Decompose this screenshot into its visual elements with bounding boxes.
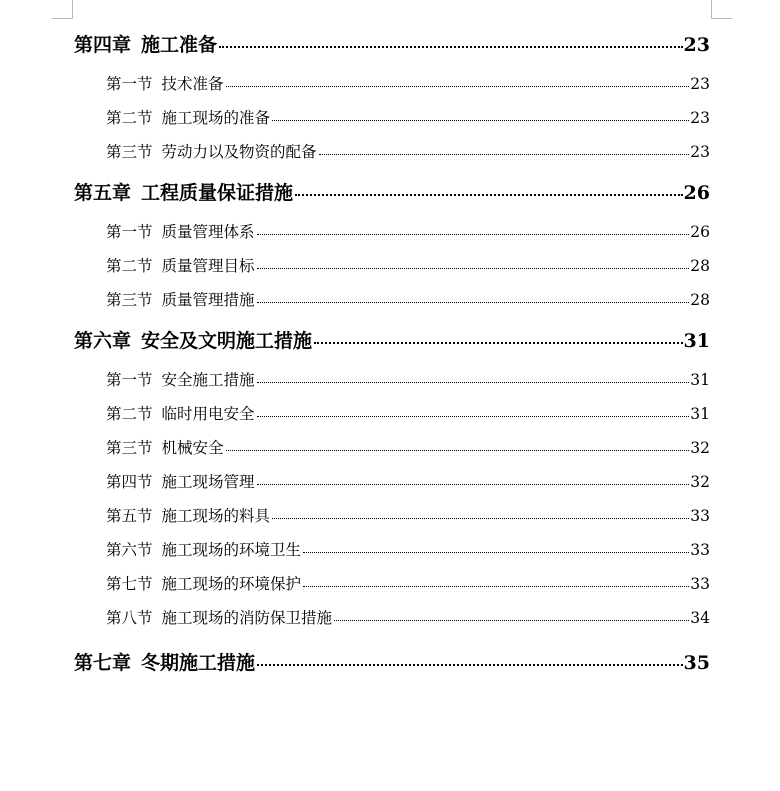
toc-page-number: 26 xyxy=(690,223,710,241)
toc-section-number: 第一节 xyxy=(106,223,153,241)
toc-page-number: 23 xyxy=(690,75,710,93)
toc-section-title: 施工现场的准备 xyxy=(161,109,271,127)
toc-page-number: 31 xyxy=(690,405,710,423)
toc-page-number: 23 xyxy=(683,34,710,56)
toc-section-entry[interactable] xyxy=(106,436,710,458)
dot-leader xyxy=(257,664,683,666)
toc-chapter-number: 第四章 xyxy=(74,34,132,56)
toc-page-number: 28 xyxy=(690,257,710,275)
toc-chapter-entry[interactable] xyxy=(74,326,710,352)
toc-page-number: 28 xyxy=(690,291,710,309)
toc-chapter-title: 安全及文明施工措施 xyxy=(141,330,313,352)
toc-section-number: 第一节 xyxy=(106,371,153,389)
toc-section-number: 第二节 xyxy=(106,257,153,275)
toc-section-number: 第二节 xyxy=(106,405,153,423)
toc-section-entry[interactable] xyxy=(106,470,710,492)
toc-page-number: 33 xyxy=(690,507,710,525)
toc-section-number: 第三节 xyxy=(106,291,153,309)
toc-section-entry[interactable] xyxy=(106,368,710,390)
dot-leader xyxy=(257,416,690,417)
toc-section-number: 第八节 xyxy=(106,609,153,627)
toc-section-title: 安全施工措施 xyxy=(161,371,255,389)
toc-section-entry[interactable] xyxy=(106,572,710,594)
toc-page-number: 34 xyxy=(690,609,710,627)
toc-section-number: 第四节 xyxy=(106,473,153,491)
toc-section-title: 机械安全 xyxy=(161,439,224,457)
toc-chapter-title: 冬期施工措施 xyxy=(141,652,256,674)
toc-chapter-title: 施工准备 xyxy=(141,34,218,56)
toc-chapter-title: 工程质量保证措施 xyxy=(141,182,294,204)
toc-page-number: 32 xyxy=(690,473,710,491)
toc-section-entry[interactable] xyxy=(106,538,710,560)
dot-leader xyxy=(257,234,690,235)
toc-section-entry[interactable] xyxy=(106,606,710,628)
toc-section-title: 质量管理体系 xyxy=(161,223,255,241)
dot-leader xyxy=(219,46,683,48)
toc-section-entry[interactable] xyxy=(106,402,710,424)
toc-page-number: 26 xyxy=(683,182,710,204)
toc-section-entry[interactable] xyxy=(106,220,710,242)
toc-section-title: 技术准备 xyxy=(161,75,224,93)
toc-section-entry[interactable] xyxy=(106,140,710,162)
dot-leader xyxy=(257,302,690,303)
dot-leader xyxy=(303,552,689,553)
dot-leader xyxy=(314,342,683,344)
toc-chapter-entry[interactable] xyxy=(74,178,710,204)
toc-page-number: 32 xyxy=(690,439,710,457)
dot-leader xyxy=(257,268,690,269)
toc-section-title: 施工现场管理 xyxy=(161,473,255,491)
toc-section-title: 质量管理目标 xyxy=(161,257,255,275)
toc-page-number: 31 xyxy=(683,330,710,352)
toc-page-number: 33 xyxy=(690,575,710,593)
toc-section-entry[interactable] xyxy=(106,288,710,310)
toc-section-number: 第七节 xyxy=(106,575,153,593)
toc-chapter-entry[interactable] xyxy=(74,648,710,674)
toc-page-number: 23 xyxy=(690,109,710,127)
dot-leader xyxy=(303,586,689,587)
toc-page-number: 31 xyxy=(690,371,710,389)
dot-leader xyxy=(272,120,689,121)
toc-section-number: 第五节 xyxy=(106,507,153,525)
dot-leader xyxy=(272,518,689,519)
toc-section-number: 第六节 xyxy=(106,541,153,559)
toc-section-title: 施工现场的消防保卫措施 xyxy=(161,609,333,627)
toc-section-title: 临时用电安全 xyxy=(161,405,255,423)
toc-chapter-entry[interactable] xyxy=(74,30,710,56)
dot-leader xyxy=(257,382,690,383)
dot-leader xyxy=(295,194,683,196)
dot-leader xyxy=(319,154,690,155)
toc-section-title: 施工现场的环境卫生 xyxy=(161,541,302,559)
toc-section-number: 第二节 xyxy=(106,109,153,127)
toc-chapter-number: 第七章 xyxy=(74,652,132,674)
dot-leader xyxy=(226,450,690,451)
toc-section-number: 第三节 xyxy=(106,439,153,457)
toc-section-number: 第一节 xyxy=(106,75,153,93)
toc-chapter-number: 第五章 xyxy=(74,182,132,204)
dot-leader xyxy=(334,620,689,621)
toc-section-entry[interactable] xyxy=(106,504,710,526)
toc-page-number: 23 xyxy=(690,143,710,161)
dot-leader xyxy=(226,86,690,87)
toc-section-title: 质量管理措施 xyxy=(161,291,255,309)
toc-section-title: 施工现场的料具 xyxy=(161,507,271,525)
toc-section-number: 第三节 xyxy=(106,143,153,161)
toc-section-title: 施工现场的环境保护 xyxy=(161,575,302,593)
toc-section-entry[interactable] xyxy=(106,72,710,94)
toc-chapter-number: 第六章 xyxy=(74,330,132,352)
toc-page-number: 33 xyxy=(690,541,710,559)
toc-section-entry[interactable] xyxy=(106,106,710,128)
toc-page-number: 35 xyxy=(683,652,710,674)
dot-leader xyxy=(257,484,690,485)
toc-section-title: 劳动力以及物资的配备 xyxy=(161,143,317,161)
toc-section-entry[interactable] xyxy=(106,254,710,276)
